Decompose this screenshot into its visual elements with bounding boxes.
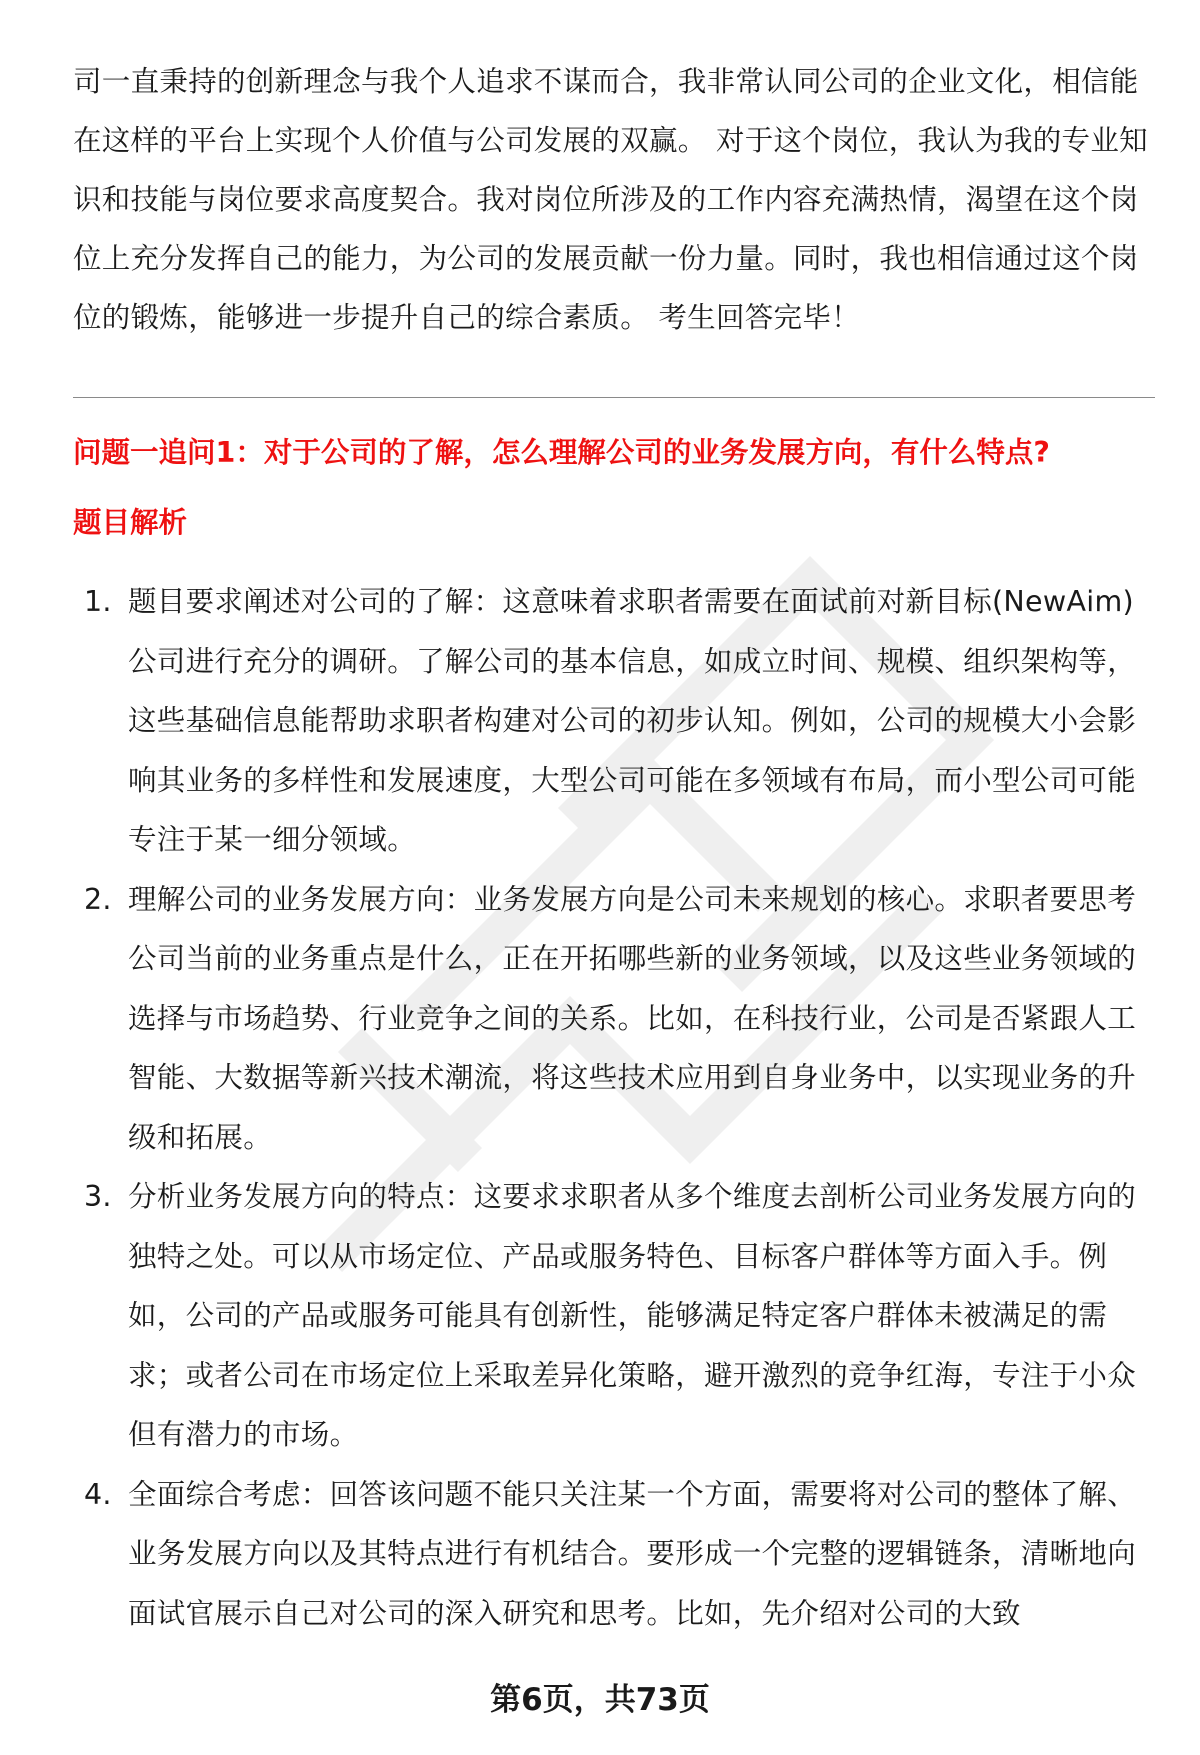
list-item-number: 1.	[84, 585, 112, 618]
list-item-text: 全面综合考虑：回答该问题不能只关注某一个方面，需要将对公司的整体了解、业务发展方向以及其特点进行有机结合。要形成一个完整的逻辑链条，清晰地向面试官展示自己对公司的深入研究和思考。比如，先介绍对公司的大致	[128, 1477, 1137, 1630]
list-item-text: 分析业务发展方向的特点：这要求求职者从多个维度去剖析公司业务发展方向的独特之处。可以从市场定位、产品或服务特色、目标客户群体等方面入手。例如，公司的产品或服务可能具有创新性，能够满足特定客户群体未被满足的需求；或者公司在市场定位上采取差异化策略，避开激烈的竞争红海，专注于小众但有潜力的市场。	[128, 1180, 1137, 1451]
list-item-number: 4.	[84, 1477, 112, 1511]
list-item	[0, 870, 1158, 1168]
list-item	[0, 1465, 1158, 1644]
page-indicator: 第6页，共73页	[490, 1682, 710, 1718]
list-item-text: 理解公司的业务发展方向：业务发展方向是公司未来规划的核心。求职者要思考公司当前的业务重点是什么，正在开拓哪些新的业务领域，以及这些业务领域的选择与市场趋势、行业竞争之间的关系。比如，在科技行业，公司是否紧跟人工智能、大数据等新兴技术潮流，将这些技术应用到自身业务中，以实现业务的升级和拓展。	[128, 882, 1137, 1154]
section-divider	[73, 397, 1155, 398]
list-item-number: 3.	[84, 1180, 112, 1213]
list-item-text: 题目要求阐述对公司的了解：这意味着求职者需要在面试前对新目标(NewAim)公司进行充分的调研。了解公司的基本信息，如成立时间、规模、组织架构等，这些基础信息能帮助求职者构建对公司的初步认知。例如，公司的规模大小会影响其业务的多样性和发展速度，大型公司可能在多领域有布局，而小型公司可能专注于某一细分领域。	[128, 585, 1137, 856]
question-title: 问题一追问1：对于公司的了解，怎么理解公司的业务发展方向，有什么特点?	[73, 436, 1050, 469]
list-item-number: 2.	[84, 882, 112, 916]
analysis-heading: 题目解析	[73, 506, 188, 539]
list-item	[0, 1167, 1158, 1465]
list-item	[0, 572, 1158, 870]
intro-paragraph: 司一直秉持的创新理念与我个人追求不谋而合，我非常认同公司的企业文化，相信能在这样的平台上实现个人价值与公司发展的双赢。 对于这个岗位，我认为我的专业知识和技能与岗位要求高度契合。我对岗位所涉及的工作内容充满热情，渴望在这个岗位上充分发挥自己的能力，为公司的发展贡献一份力量。同时，我也相信通过这个岗位的锻炼，能够进一步提升自己的综合素质。 考生回答完毕！	[73, 65, 1148, 334]
analysis-list	[0, 572, 1200, 1643]
